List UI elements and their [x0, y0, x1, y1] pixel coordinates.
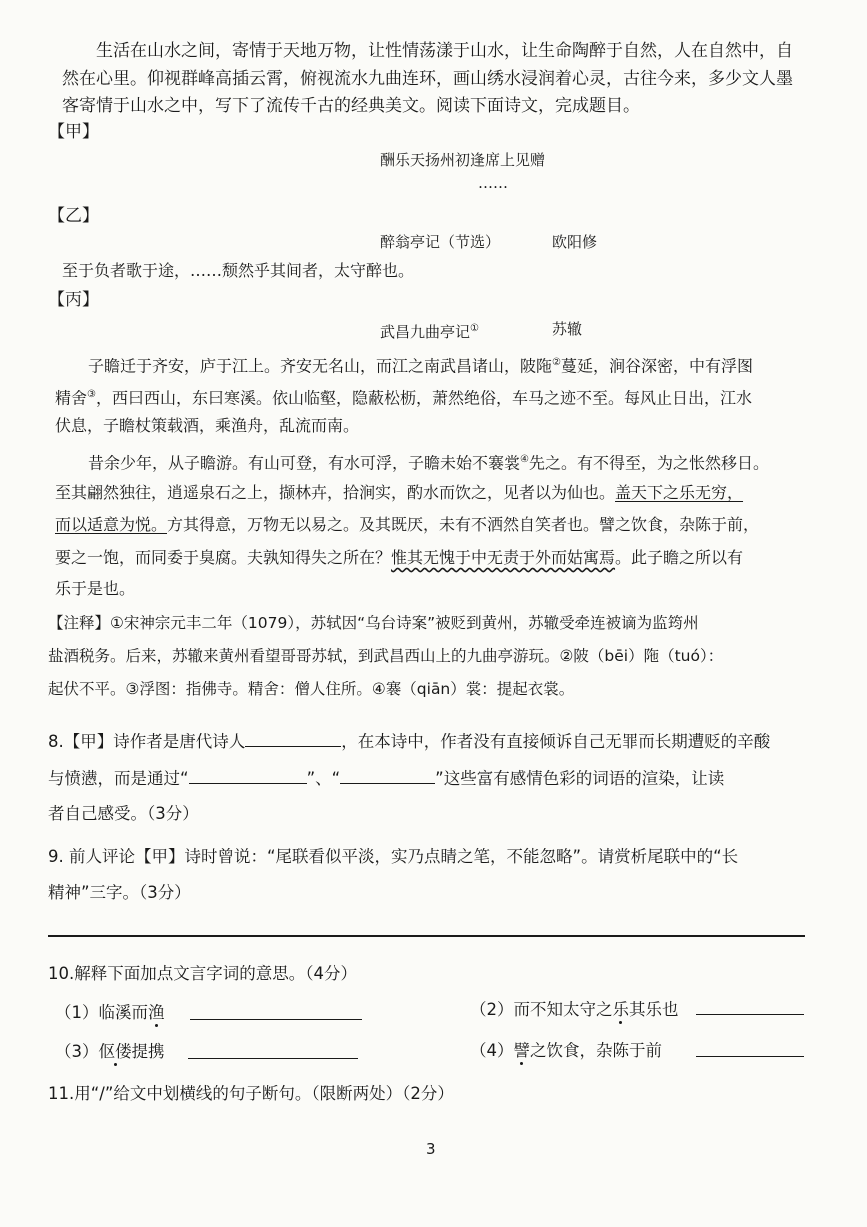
- underlined-sentence-part-1: 盖天下之乐无穷，: [615, 483, 744, 502]
- notes-line-2: 盐酒税务。后来，苏辙来黄州看望哥哥苏轼，到武昌西山上的九曲亭游玩。②陂（bēi）陁（tuó）：: [48, 647, 724, 665]
- question-11: 11.用“/”给文中划横线的句子断句。（限断两处）（2分）: [48, 1084, 454, 1103]
- intro-line-1: 生活在山水之间，寄情于天地万物，让性情荡漾于山水，让生命陶醉于自然，人在自然中，自: [96, 41, 793, 61]
- question-8-line-3: 者自己感受。（3分）: [48, 804, 199, 823]
- notes-line-1: 【注释】①宋神宗元丰二年（1079），苏轼因“乌台诗案”被贬到黄州，苏辙受牵连被谪为监筠州: [48, 614, 699, 632]
- bing-p2-line-1: 昔余少年，从子瞻游。有山可登，有水可浮，子瞻未始不褰裳④先之。有不得至，为之怅然移日。: [88, 453, 769, 473]
- essay-text-yi: 至于负者歌于途，……颓然乎其间者，太守醉也。: [62, 261, 415, 280]
- bing-p1-line-3: 伏息，子瞻杖策载酒，乘渔舟，乱流而南。: [55, 416, 360, 435]
- bing-p1-line-1: 子瞻迁于齐安，庐于江上。齐安无名山，而江之南武昌诸山，陂陁②蔓延，涧谷深密，中有浮图: [88, 356, 753, 376]
- essay-title-yi: 醉翁亭记（节选）: [380, 233, 501, 251]
- question-10-item-2: （2）而不知太守之乐其乐也: [470, 1000, 679, 1019]
- section-label-jia: 【甲】: [48, 122, 99, 142]
- question-10-item-4: （4）譬之饮食，杂陈于前: [470, 1041, 662, 1060]
- notes-line-3: 起伏不平。③浮图：指佛寺。精舍：僧人住所。④褰（qiān）裳：提起衣裳。: [48, 680, 575, 698]
- question-10-item-3: （3）伛偻提携: [55, 1042, 165, 1061]
- answer-blank-item-4[interactable]: [696, 1040, 804, 1057]
- answer-blank-item-3[interactable]: [188, 1042, 358, 1059]
- answer-blank-item-2[interactable]: [696, 998, 804, 1015]
- answer-blank-word-2[interactable]: [340, 767, 435, 784]
- poem-ellipsis: ……: [478, 174, 508, 192]
- question-10-stem: 10.解释下面加点文言字词的意思。（4分）: [48, 964, 357, 983]
- section-label-bing: 【丙】: [48, 290, 99, 310]
- answer-line-q9[interactable]: [48, 935, 805, 937]
- question-10-item-1: （1）临溪而渔: [55, 1003, 165, 1022]
- dotted-word: 伛偻: [98, 1042, 132, 1061]
- essay-title-bing: 武昌九曲亭记①: [380, 323, 479, 341]
- dotted-word: 乐: [612, 1000, 629, 1019]
- bing-p2-line-4: 要之一饱，而同委于臭腐。夫孰知得失之所在？惟其无愧于中无责于外而姑寓焉。此子瞻之所以有: [55, 548, 744, 567]
- answer-blank-poet[interactable]: [245, 730, 341, 747]
- dotted-word: 譬: [513, 1041, 530, 1060]
- bing-p2-line-3: 而以适意为悦。方其得意，万物无以易之。及其既厌，未有不洒然自笑者也。譬之饮食，杂陈于前，: [55, 515, 760, 534]
- question-9-line-2: 精神”三字。（3分）: [48, 883, 191, 902]
- poem-title-jia: 酬乐天扬州初逢席上见赠: [380, 151, 546, 169]
- intro-line-2: 然在心里。仰视群峰高插云霄，俯视流水九曲连环，画山绣水浸润着心灵，古往今来，多少文人墨: [62, 69, 793, 89]
- section-label-yi: 【乙】: [48, 206, 99, 226]
- bing-p2-line-2: 至其翩然独往，逍遥泉石之上，撷林卉，拾涧实，酌水而饮之，见者以为仙也。盖天下之乐无穷，: [55, 483, 744, 502]
- bing-p1-line-2: 精舍③，西曰西山，东曰寒溪。依山临壑，隐蔽松枥，萧然绝俗，车马之迹不至。每风止日出，江水: [55, 388, 752, 408]
- question-9-line-1: 9. 前人评论【甲】诗时曾说：“尾联看似平淡，实乃点睛之笔，不能忽略”。请赏析尾联中的“长: [48, 847, 739, 866]
- dotted-word: 渔: [148, 1003, 165, 1022]
- essay-author-bing: 苏辙: [552, 320, 583, 338]
- question-8-line-2: 与愤懑，而是通过“ ”、“ ”这些富有感情色彩的词语的渲染，让读: [48, 769, 725, 788]
- underlined-sentence-part-2: 而以适意为悦。: [55, 515, 168, 534]
- intro-line-3: 客寄情于山水之中，写下了流传千古的经典美文。阅读下面诗文，完成题目。: [62, 96, 640, 116]
- answer-blank-item-1[interactable]: [190, 1003, 362, 1020]
- question-8-line-1: 8.【甲】诗作者是唐代诗人 ，在本诗中，作者没有直接倾诉自己无罪而长期遭贬的辛酸: [48, 732, 771, 751]
- bing-p2-line-5: 乐于是也。: [55, 579, 136, 598]
- page-number: 3: [426, 1140, 436, 1158]
- answer-blank-word-1[interactable]: [189, 767, 307, 784]
- wavy-underlined-sentence: 惟其无愧于中无责于外而姑寓焉: [391, 548, 616, 567]
- essay-author-yi: 欧阳修: [552, 233, 598, 251]
